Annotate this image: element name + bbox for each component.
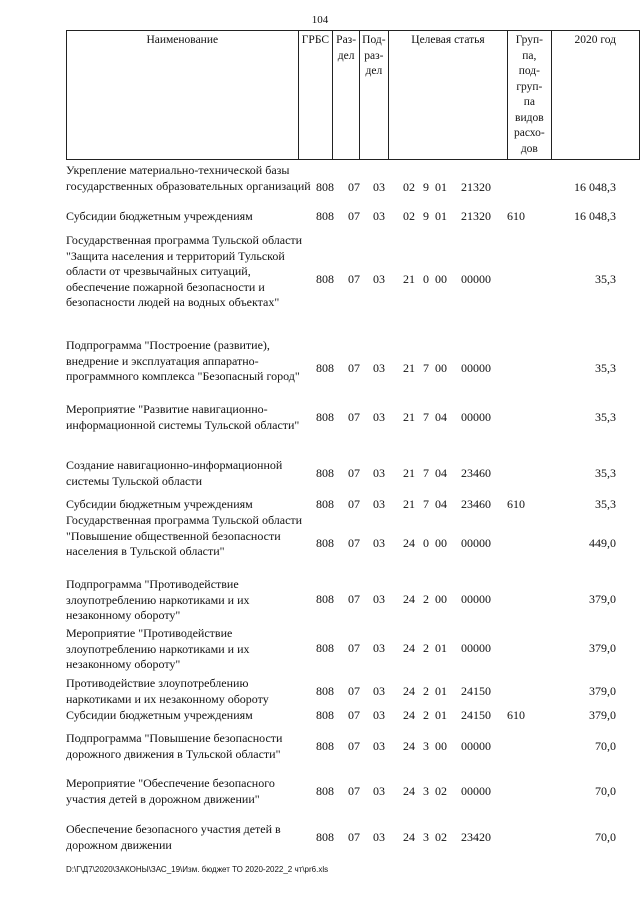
row-s1: 24 [403,536,415,550]
row-razd: 07 [348,739,360,753]
row-name: Укрепление материально-технической базы государственных образовательных организаций [66,163,311,193]
row-s2: 3 [423,784,429,798]
row-razd: 07 [348,708,360,722]
row-name: Субсидии бюджетным учреждениям [66,497,253,511]
row-s3: 01 [435,180,447,194]
row-s3: 01 [435,209,447,223]
row-s1: 21 [403,272,415,286]
row-s2: 7 [423,410,429,424]
row-podr: 03 [373,497,385,511]
row-grbs: 808 [316,784,334,798]
row-val: 379,0 [589,592,616,606]
row-name: Подпрограмма "Построение (развитие), внедрение и эксплуатация аппаратно-программного комплекса "Безопасный город" [66,338,300,384]
row-s4: 24150 [461,684,491,698]
row-grbs: 808 [316,466,334,480]
row-s1: 24 [403,784,415,798]
row-s3: 01 [435,641,447,655]
row-s1: 24 [403,641,415,655]
row-name: Подпрограмма "Противодействие злоупотреблению наркотиками и их незаконному обороту" [66,577,250,623]
row-s1: 24 [403,739,415,753]
row-grp: 610 [507,209,525,223]
row-podr: 03 [373,180,385,194]
row-s4: 21320 [461,180,491,194]
row-razd: 07 [348,361,360,375]
row-val: 379,0 [589,708,616,722]
row-val: 379,0 [589,641,616,655]
footer-file-path: D:\Г\Д7\2020\ЗАКОНЫ\ЗАС_19\Изм. бюджет ТО 2020-2022_2 чт\pr6.xls [66,865,329,874]
column-header-year: 2020 год [551,31,640,160]
row-s3: 00 [435,272,447,286]
row-s1: 24 [403,684,415,698]
row-name: Государственная программа Тульской области "Защита населения и территорий Тульской области от чрезвычайных ситуаций, обеспечение пожарной безопасности и безопасности людей на водных объектах" [66,233,303,310]
column-header-razdel: Раз- дел [333,31,360,160]
row-val: 70,0 [595,830,616,844]
row-s4: 23420 [461,830,491,844]
row-s4: 21320 [461,209,491,223]
column-header-target: Целевая статья [388,31,507,160]
column-header-group: Груп- па, под- груп- па видов расхо- дов [508,31,551,160]
row-s2: 2 [423,592,429,606]
row-name: Подпрограмма "Повышение безопасности дорожного движения в Тульской области" [66,731,283,761]
row-razd: 07 [348,410,360,424]
row-val: 35,3 [595,497,616,511]
row-s1: 24 [403,592,415,606]
row-val: 449,0 [589,536,616,550]
row-s2: 3 [423,830,429,844]
row-razd: 07 [348,180,360,194]
row-name: Мероприятие "Обеспечение безопасного участия детей в дорожном движении" [66,776,275,806]
row-razd: 07 [348,536,360,550]
row-s2: 7 [423,497,429,511]
row-name: Создание навигационно-информационной системы Тульской области [66,458,283,488]
row-s1: 21 [403,497,415,511]
row-s4: 00000 [461,739,491,753]
row-grbs: 808 [316,641,334,655]
row-s3: 01 [435,708,447,722]
row-name: Противодействие злоупотреблению наркотиками и их незаконному обороту [66,676,269,706]
row-name: Мероприятие "Противодействие злоупотреблению наркотиками и их незаконному обороту" [66,626,250,672]
row-s4: 00000 [461,641,491,655]
row-podr: 03 [373,410,385,424]
row-grbs: 808 [316,410,334,424]
row-podr: 03 [373,592,385,606]
row-s3: 00 [435,536,447,550]
row-razd: 07 [348,466,360,480]
column-header-podrazdel: Под- раз- дел [359,31,388,160]
row-val: 70,0 [595,784,616,798]
row-s1: 21 [403,410,415,424]
row-razd: 07 [348,272,360,286]
row-s3: 04 [435,497,447,511]
row-grbs: 808 [316,830,334,844]
row-grbs: 808 [316,180,334,194]
row-podr: 03 [373,466,385,480]
row-val: 35,3 [595,361,616,375]
row-val: 70,0 [595,739,616,753]
row-grbs: 808 [316,739,334,753]
row-podr: 03 [373,536,385,550]
row-s4: 23460 [461,497,491,511]
row-s3: 02 [435,830,447,844]
row-s3: 04 [435,410,447,424]
row-grbs: 808 [316,592,334,606]
row-name: Обеспечение безопасного участия детей в дорожном движении [66,822,281,852]
row-val: 35,3 [595,410,616,424]
row-s2: 0 [423,272,429,286]
row-podr: 03 [373,739,385,753]
page-number: 104 [311,14,329,26]
row-razd: 07 [348,784,360,798]
column-header-name: Наименование [67,31,299,160]
row-podr: 03 [373,684,385,698]
row-s1: 21 [403,361,415,375]
row-podr: 03 [373,209,385,223]
row-name: Субсидии бюджетным учреждениям [66,708,253,722]
row-podr: 03 [373,830,385,844]
row-s3: 00 [435,739,447,753]
row-s2: 7 [423,466,429,480]
row-s4: 24150 [461,708,491,722]
row-razd: 07 [348,592,360,606]
row-val: 16 048,3 [574,209,616,223]
row-grbs: 808 [316,209,334,223]
row-razd: 07 [348,830,360,844]
row-s4: 00000 [461,361,491,375]
row-s1: 24 [403,830,415,844]
row-grbs: 808 [316,272,334,286]
row-grbs: 808 [316,497,334,511]
row-val: 379,0 [589,684,616,698]
row-s4: 23460 [461,466,491,480]
row-s2: 9 [423,180,429,194]
row-val: 35,3 [595,272,616,286]
row-s2: 2 [423,641,429,655]
row-s2: 7 [423,361,429,375]
row-grbs: 808 [316,708,334,722]
row-s3: 04 [435,466,447,480]
row-grbs: 808 [316,684,334,698]
row-s1: 21 [403,466,415,480]
row-s2: 0 [423,536,429,550]
row-podr: 03 [373,641,385,655]
row-s4: 00000 [461,272,491,286]
column-header-grbs: ГРБС [298,31,333,160]
row-name: Субсидии бюджетным учреждениям [66,209,253,223]
row-s2: 2 [423,708,429,722]
row-razd: 07 [348,497,360,511]
row-val: 35,3 [595,466,616,480]
row-razd: 07 [348,209,360,223]
row-s2: 2 [423,684,429,698]
row-s2: 9 [423,209,429,223]
row-grp: 610 [507,708,525,722]
row-name: Мероприятие "Развитие навигационно-информационной системы Тульской области" [66,402,300,432]
row-razd: 07 [348,684,360,698]
row-s4: 00000 [461,410,491,424]
row-val: 16 048,3 [574,180,616,194]
row-s3: 00 [435,592,447,606]
row-s1: 24 [403,708,415,722]
row-s4: 00000 [461,536,491,550]
row-podr: 03 [373,272,385,286]
row-grbs: 808 [316,536,334,550]
row-razd: 07 [348,641,360,655]
row-podr: 03 [373,784,385,798]
row-podr: 03 [373,708,385,722]
row-grbs: 808 [316,361,334,375]
row-s1: 02 [403,209,415,223]
row-s2: 3 [423,739,429,753]
row-grp: 610 [507,497,525,511]
row-s4: 00000 [461,784,491,798]
row-s3: 02 [435,784,447,798]
row-s1: 02 [403,180,415,194]
row-s3: 00 [435,361,447,375]
row-s4: 00000 [461,592,491,606]
table-header [66,30,640,160]
row-s3: 01 [435,684,447,698]
row-podr: 03 [373,361,385,375]
row-name: Государственная программа Тульской области "Повышение общественной безопасности населения в Тульской области" [66,513,303,559]
